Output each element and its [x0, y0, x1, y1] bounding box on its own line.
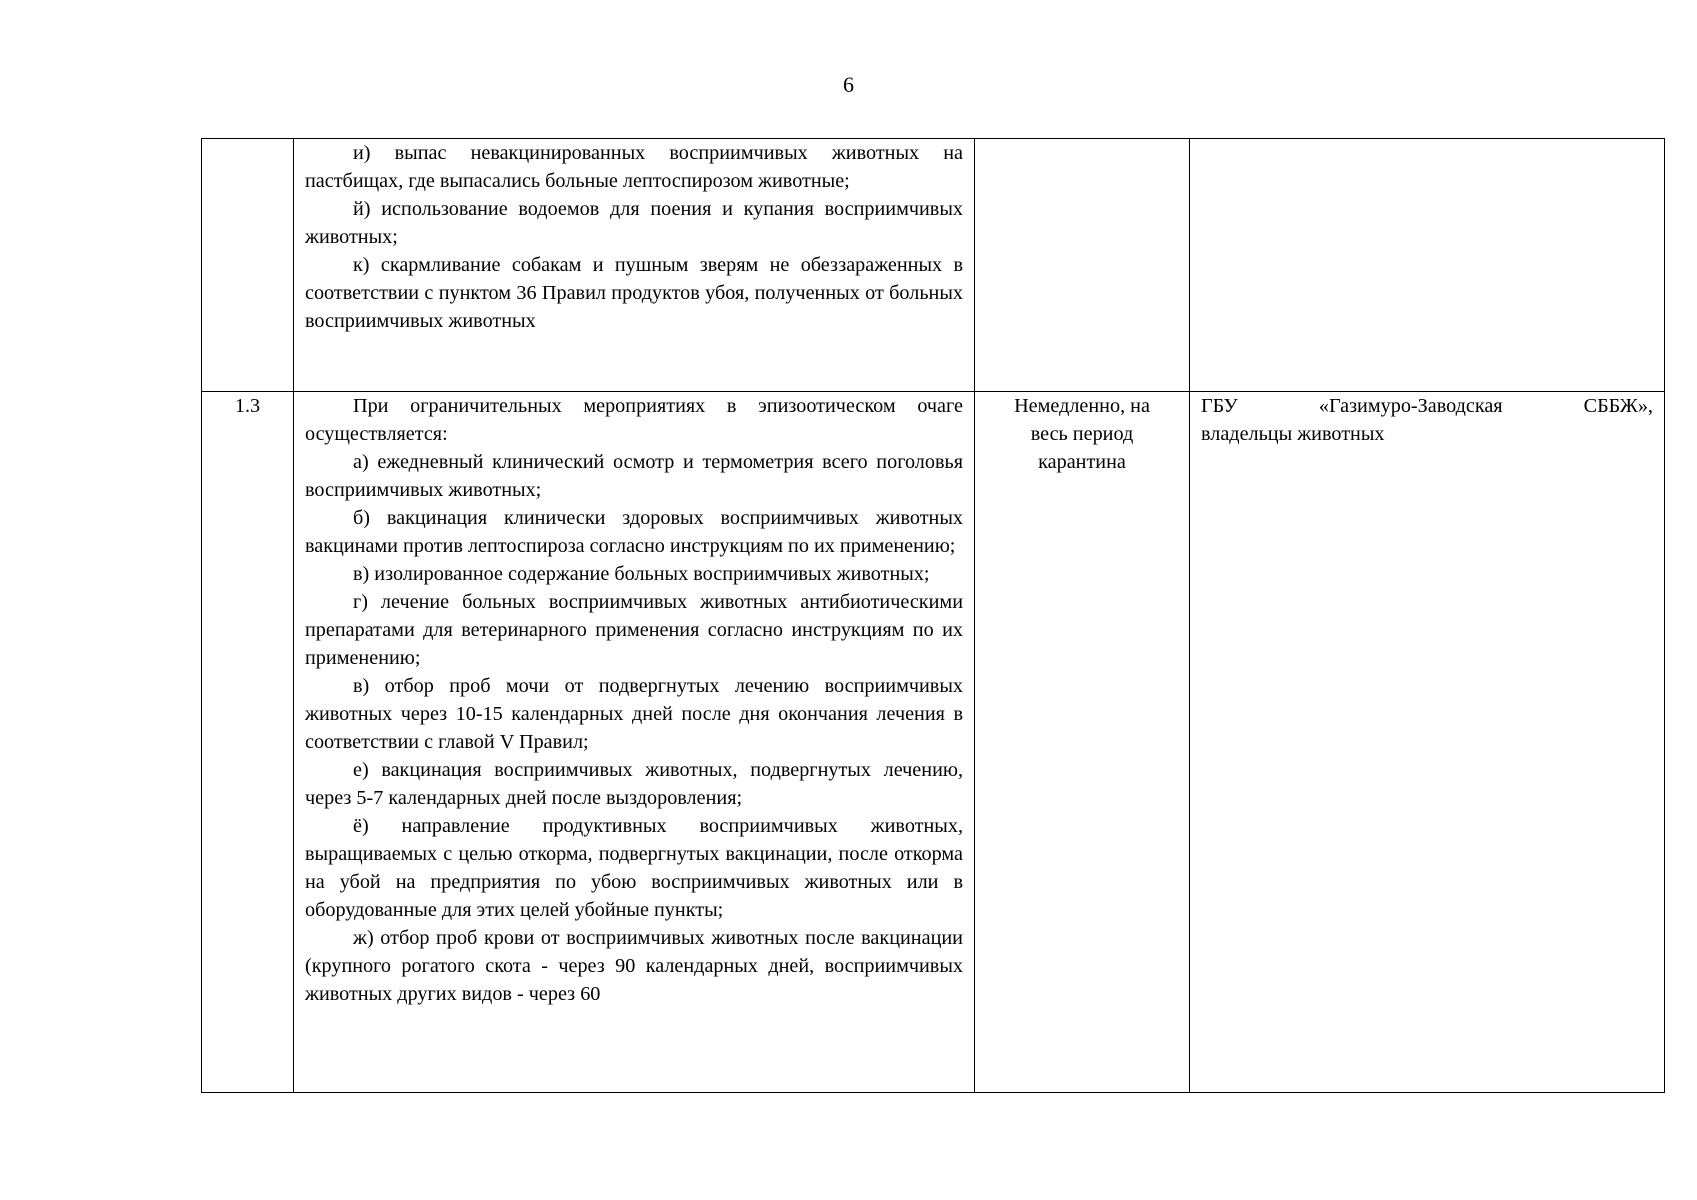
measure-paragraph: е) вакцинация восприимчивых животных, подвергнутых лечению, через 5-7 календарных дней после выздоровления;: [305, 759, 963, 809]
table-row: [202, 392, 1665, 1093]
responsible-line: владельцы животных: [1201, 423, 1385, 445]
measure-paragraph: б) вакцинация клинически здоровых восприимчивых животных вакцинами против лептоспироза согласно инструкциям по их применению;: [305, 507, 963, 557]
measures-table: [201, 138, 1665, 1093]
measure-paragraph: а) ежедневный клинический осмотр и термометрия всего поголовья восприимчивых животных;: [305, 451, 963, 501]
measure-paragraph: к) скармливание собакам и пушным зверям не обеззараженных в соответствии с пунктом 36 Правил продуктов убоя, полученных от больных восприимчивых животных: [305, 254, 963, 332]
measure-paragraph: ё) направление продуктивных восприимчивых животных, выращиваемых с целью откорма, подвергнутых вакцинации, после откорма на убой на предприятия по убою восприимчивых животных или в оборудованные для этих целей убойные пункты;: [305, 815, 963, 921]
responsible-line: [1201, 392, 1653, 420]
responsible-word: ГБУ: [1201, 395, 1238, 417]
measure-paragraph: При ограничительных мероприятиях в эпизоотическом очаге осуществляется:: [305, 395, 963, 445]
term-cell: [975, 139, 1190, 392]
responsible-cell: [1190, 392, 1665, 1093]
measure-paragraph: г) лечение больных восприимчивых животных антибиотическими препаратами для ветеринарного применения согласно инструкциям по их применению;: [305, 591, 963, 669]
measure-paragraph: и) выпас невакцинированных восприимчивых животных на пастбищах, где выпасались больные лептоспирозом животные;: [305, 142, 963, 192]
measure-paragraph: ж) отбор проб крови от восприимчивых животных после вакцинации (крупного рогатого скота - через 90 календарных дней, восприимчивых животных других видов - через 60: [305, 927, 963, 1005]
row-number-cell: 1.3: [202, 392, 294, 1093]
measure-paragraph: в) изолированное содержание больных восприимчивых животных;: [353, 563, 930, 585]
table-row: [202, 139, 1665, 392]
term-line: карантина: [1038, 451, 1126, 473]
measure-paragraph: в) отбор проб мочи от подвергнутых лечению восприимчивых животных через 10-15 календарных дней после дня окончания лечения в соответствии с главой V Правил;: [305, 675, 963, 753]
measure-paragraph: й) использование водоемов для поения и купания восприимчивых животных;: [305, 198, 963, 248]
responsible-word: СББЖ»,: [1583, 395, 1653, 417]
measure-text-cell: [294, 392, 975, 1093]
page-number: 6: [843, 72, 854, 97]
measure-text-cell: [294, 139, 975, 392]
term-line: весь период: [1030, 423, 1134, 445]
responsible-cell: [1190, 139, 1665, 392]
row-number-cell: [202, 139, 294, 392]
term-cell: [975, 392, 1190, 1093]
responsible-word: «Газимуро-Заводская: [1318, 395, 1503, 417]
term-line: Немедленно, на: [1014, 395, 1150, 417]
